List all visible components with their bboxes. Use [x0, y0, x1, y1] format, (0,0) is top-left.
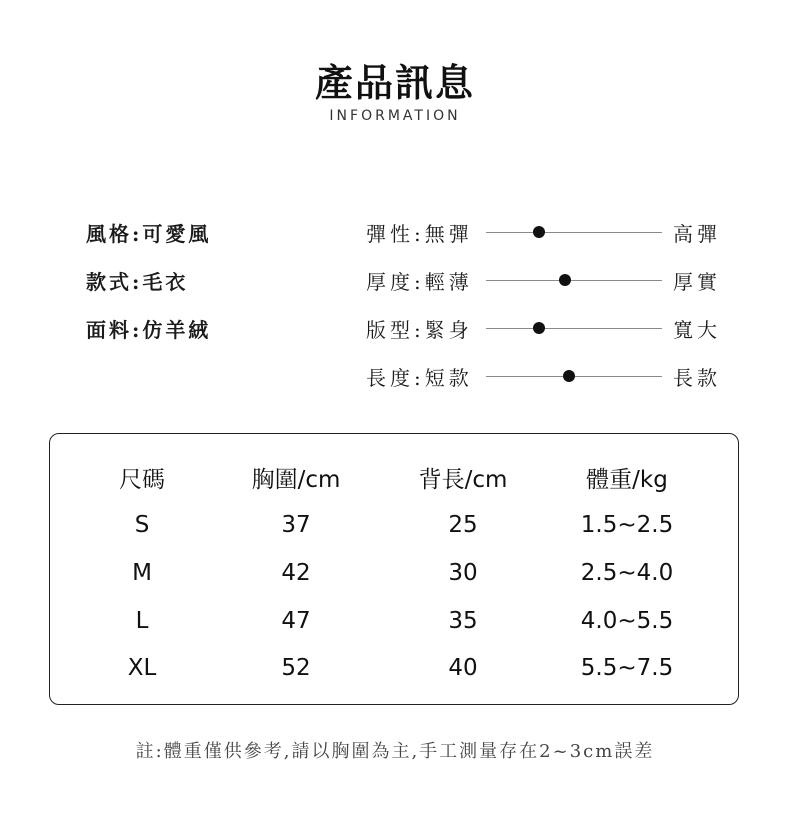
scale-length	[366, 362, 726, 390]
spec-fabric: 面料:仿羊絨	[86, 318, 212, 342]
scale-label: 長度:短款	[366, 366, 473, 390]
table-cell: M	[132, 560, 152, 586]
header-size: 尺碼	[119, 467, 165, 493]
table-cell: 42	[281, 560, 311, 586]
scale-right-label: 寬大	[673, 318, 721, 342]
table-cell: 25	[448, 512, 478, 538]
scale-dot	[533, 226, 545, 238]
table-cell: S	[134, 512, 150, 538]
scale-fit	[366, 314, 726, 342]
table-cell: 37	[281, 512, 311, 538]
table-cell: L	[135, 608, 149, 634]
header-back-length: 背長/cm	[418, 467, 508, 493]
table-cell: 4.0~5.5	[580, 608, 674, 634]
size-table	[49, 433, 739, 705]
scale-right-label: 長款	[673, 366, 721, 390]
scale-elasticity	[366, 218, 726, 246]
scale-dot	[533, 322, 545, 334]
scale-track	[486, 232, 662, 233]
scale-right-label: 厚實	[673, 270, 721, 294]
scale-dot	[563, 370, 575, 382]
scale-label: 彈性:無彈	[366, 222, 473, 246]
spec-style: 風格:可愛風	[86, 222, 212, 246]
table-cell: 35	[448, 608, 478, 634]
scale-label: 厚度:輕薄	[366, 270, 473, 294]
scale-right-label: 高彈	[673, 222, 721, 246]
table-cell: 5.5~7.5	[580, 655, 674, 681]
scale-label: 版型:緊身	[366, 318, 473, 342]
footnote: 註:體重僅供參考,請以胸圍為主,手工測量存在2~3cm誤差	[135, 741, 655, 762]
scale-track	[486, 328, 662, 329]
scale-thickness	[366, 266, 726, 294]
table-cell: 52	[281, 655, 311, 681]
scale-track	[486, 280, 662, 281]
page-title: 產品訊息	[314, 61, 475, 105]
header-chest: 胸圍/cm	[251, 467, 341, 493]
page-subtitle: INFORMATION	[329, 108, 461, 124]
table-cell: 47	[281, 608, 311, 634]
spec-type: 款式:毛衣	[86, 270, 189, 294]
table-cell: XL	[127, 655, 157, 681]
table-cell: 1.5~2.5	[580, 512, 674, 538]
table-cell: 30	[448, 560, 478, 586]
table-cell: 2.5~4.0	[580, 560, 674, 586]
table-cell: 40	[448, 655, 478, 681]
header-weight: 體重/kg	[586, 467, 668, 493]
scale-dot	[559, 274, 571, 286]
